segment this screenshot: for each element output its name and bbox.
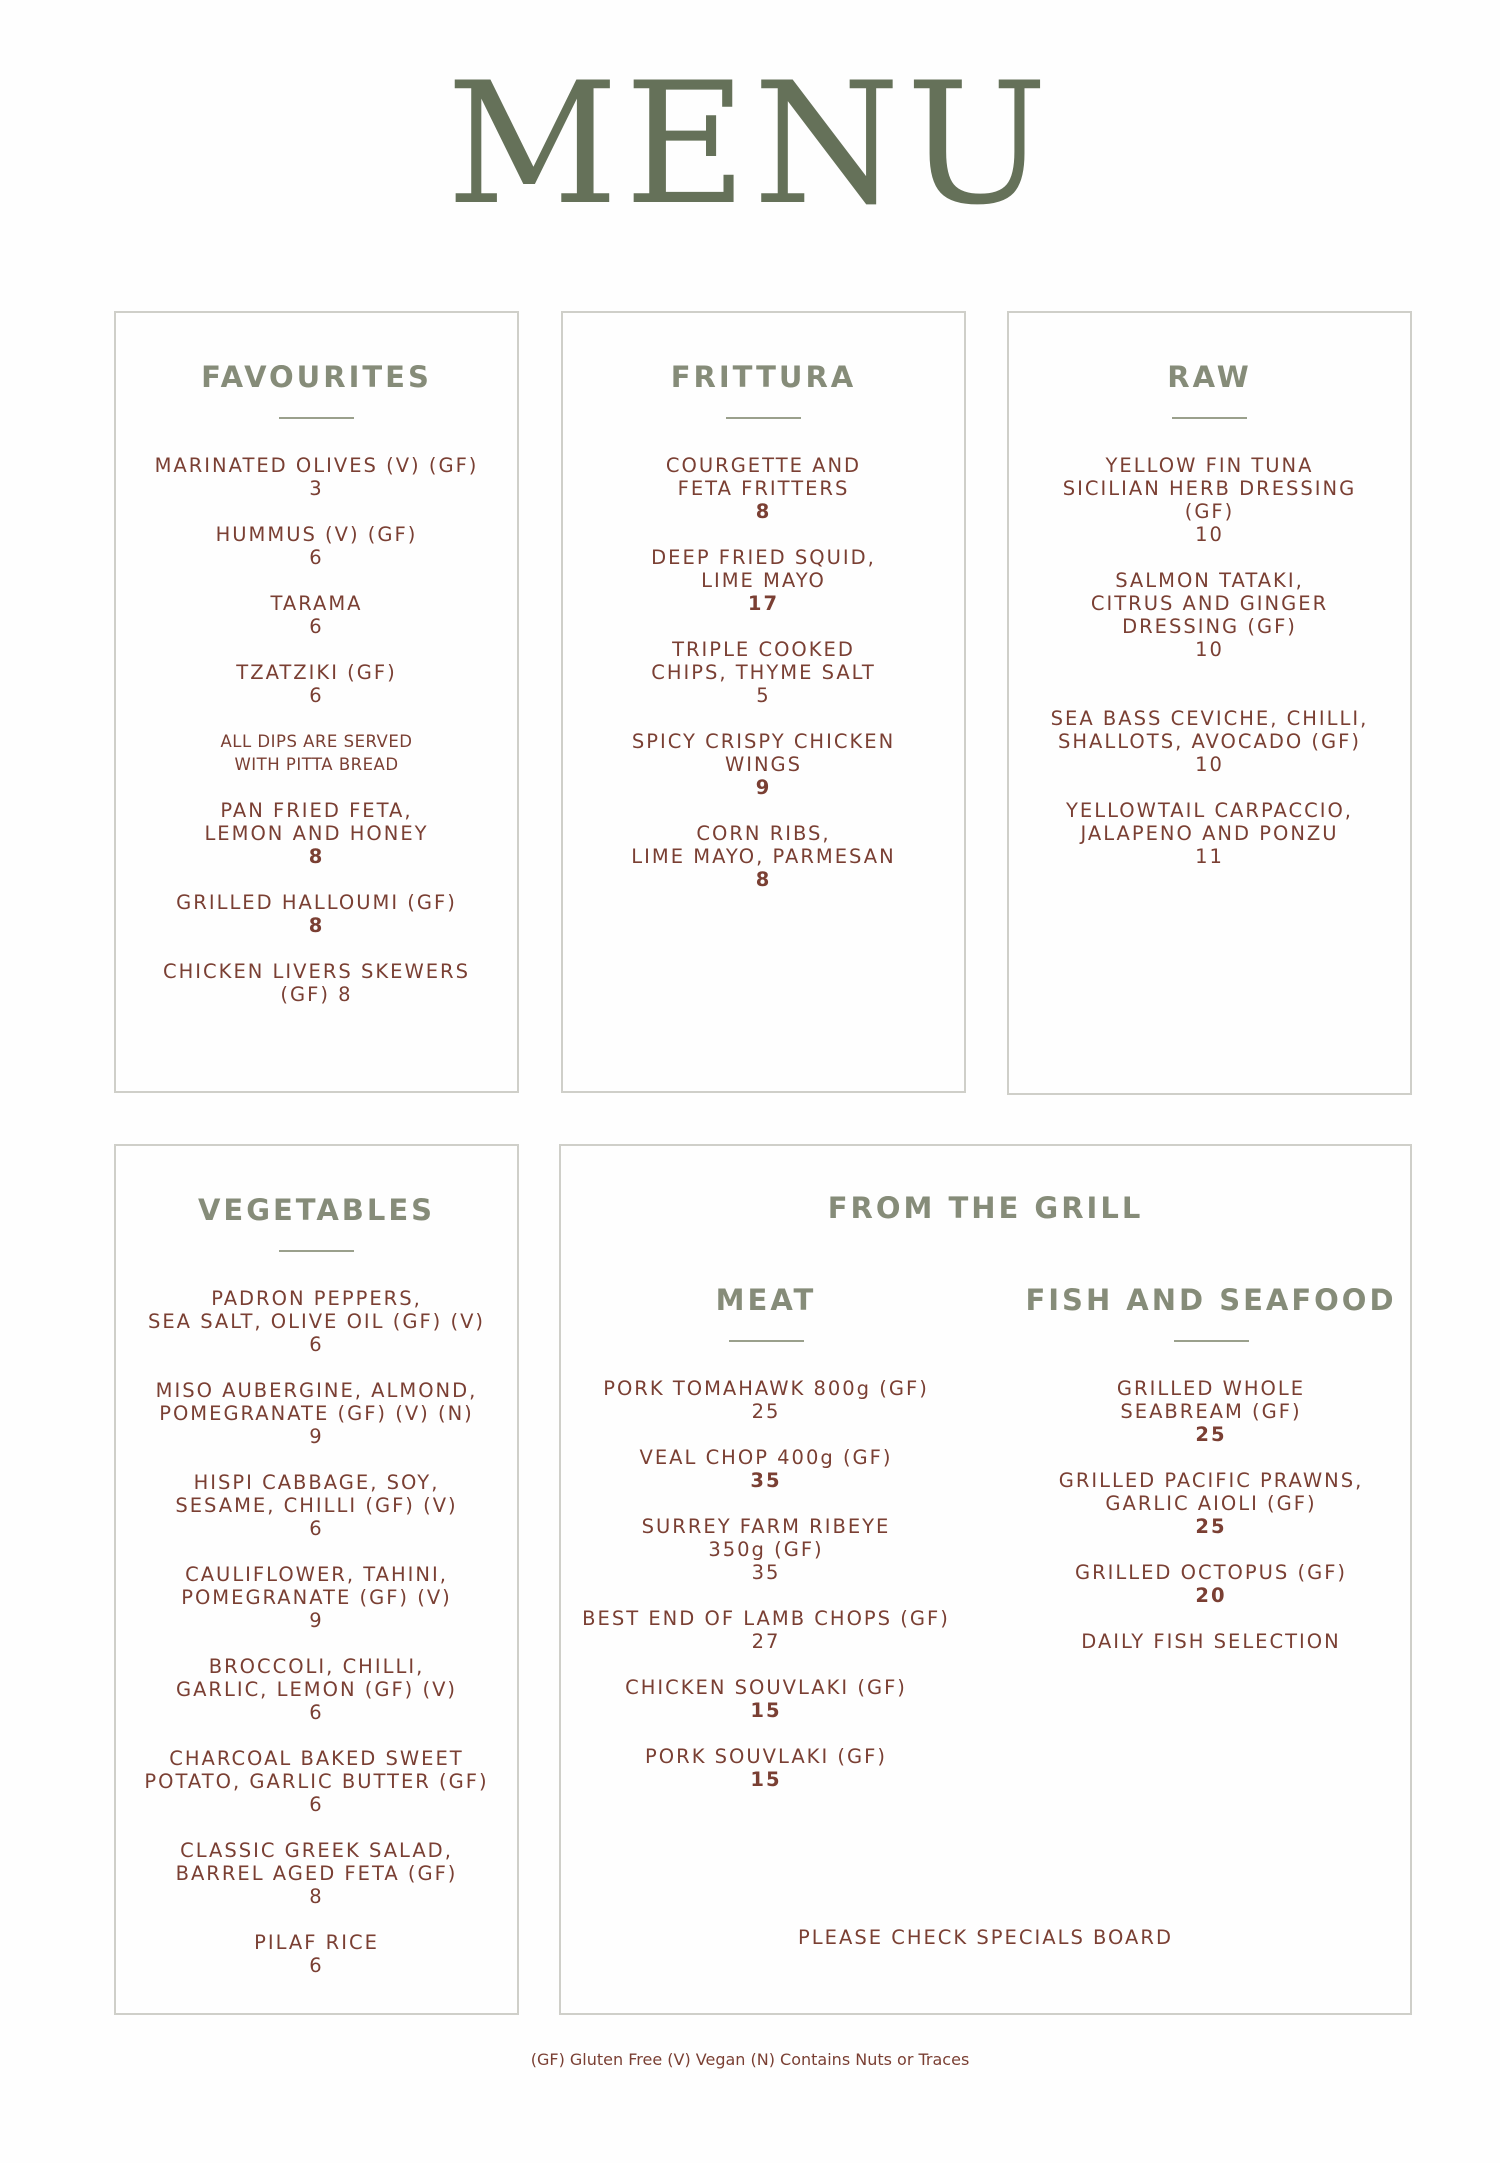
menu-item: GRILLED PACIFIC PRAWNS, GARLIC AIOLI (GF) 25 [1058,1469,1364,1538]
menu-item: CHICKEN LIVERS SKEWERS (GF) 8 [163,960,470,1006]
menu-item: PAN FRIED FETA, LEMON AND HONEY 8 [204,799,429,868]
subsection-title: FISH AND SEAFOOD [1025,1283,1397,1317]
menu-item: PILAF RICE 6 [254,1931,379,1977]
frittura-panel [561,311,966,1093]
menu-item: MARINATED OLIVES (V) (GF) 3 [154,454,479,500]
subsection-title: MEAT [715,1283,817,1317]
title-divider [279,1250,354,1252]
fish-column [1021,1283,1401,1676]
section-title: FRITTURA [670,360,857,394]
title-divider [1172,417,1247,419]
vegetables-panel [114,1144,519,2015]
section-title: RAW [1167,360,1252,394]
favourites-panel [114,311,519,1093]
menu-item: DAILY FISH SELECTION [1081,1630,1341,1653]
menu-item: CHICKEN SOUVLAKI (GF) 15 [625,1676,907,1722]
menu-item: GRILLED HALLOUMI (GF) 8 [176,891,457,937]
menu-item: CORN RIBS, LIME MAYO, PARMESAN 8 [631,822,896,891]
title-divider [729,1340,804,1342]
menu-item: CAULIFLOWER, TAHINI, POMEGRANATE (GF) (V) 9 [181,1563,452,1632]
title-divider [279,417,354,419]
grill-panel [559,1144,1412,2015]
menu-item: GRILLED OCTOPUS (GF) 20 [1074,1561,1348,1607]
menu-item: TRIPLE COOKED CHIPS, THYME SALT 5 [651,638,876,707]
menu-item: SEA BASS CEVICHE, CHILLI, SHALLOTS, AVOCADO (GF) 10 [1050,707,1369,776]
menu-item: BROCCOLI, CHILLI, GARLIC, LEMON (GF) (V) 6 [175,1655,458,1724]
section-title: VEGETABLES [197,1193,436,1227]
menu-item: HISPI CABBAGE, SOY, SESAME, CHILLI (GF) (V) 6 [175,1471,458,1540]
section-title: FROM THE GRILL [827,1191,1144,1225]
title-divider [1174,1340,1249,1342]
menu-item: TZATZIKI (GF) 6 [236,661,397,707]
dietary-key: (GF) Gluten Free (V) Vegan (N) Contains Nuts or Traces [530,2050,970,2069]
menu-item: SALMON TATAKI, CITRUS AND GINGER DRESSING (GF) 10 [1090,569,1329,661]
menu-item: COURGETTE AND FETA FRITTERS 8 [665,454,862,523]
menu-item: CLASSIC GREEK SALAD, BARREL AGED FETA (GF) 8 [175,1839,458,1908]
menu-item: VEAL CHOP 400g (GF) 35 [639,1446,893,1492]
menu-item: PORK SOUVLAKI (GF) 15 [645,1745,887,1791]
menu-item: BEST END OF LAMB CHOPS (GF) 27 [582,1607,950,1653]
title-divider [726,417,801,419]
menu-item: CHARCOAL BAKED SWEET POTATO, GARLIC BUTTER (GF) 6 [144,1747,489,1816]
menu-item: GRILLED WHOLE SEABREAM (GF) 25 [1116,1377,1306,1446]
section-title: FAVOURITES [201,360,432,394]
meat-column [561,1283,971,1814]
menu-item: DEEP FRIED SQUID, LIME MAYO 17 [651,546,876,615]
menu-item: TARAMA 6 [270,592,363,638]
menu-item: PORK TOMAHAWK 800g (GF) 25 [603,1377,929,1423]
dips-note: ALL DIPS ARE SERVED WITH PITTA BREAD [220,732,413,774]
raw-panel [1007,311,1412,1095]
menu-item: SPICY CRISPY CHICKEN WINGS 9 [631,730,896,799]
menu-item: PADRON PEPPERS, SEA SALT, OLIVE OIL (GF) (V) 6 [147,1287,486,1356]
specials-note: PLEASE CHECK SPECIALS BOARD [798,1926,1173,1949]
menu-item: SURREY FARM RIBEYE 350g (GF) 35 [641,1515,891,1584]
menu-title: MENU [446,46,1054,242]
menu-item: YELLOWTAIL CARPACCIO, JALAPENO AND PONZU 11 [1066,799,1353,868]
menu-item: YELLOW FIN TUNA SICILIAN HERB DRESSING (GF) 10 [1062,454,1357,546]
menu-item: MISO AUBERGINE, ALMOND, POMEGRANATE (GF) (V) (N) 9 [155,1379,478,1448]
menu-item: HUMMUS (V) (GF) 6 [215,523,418,569]
